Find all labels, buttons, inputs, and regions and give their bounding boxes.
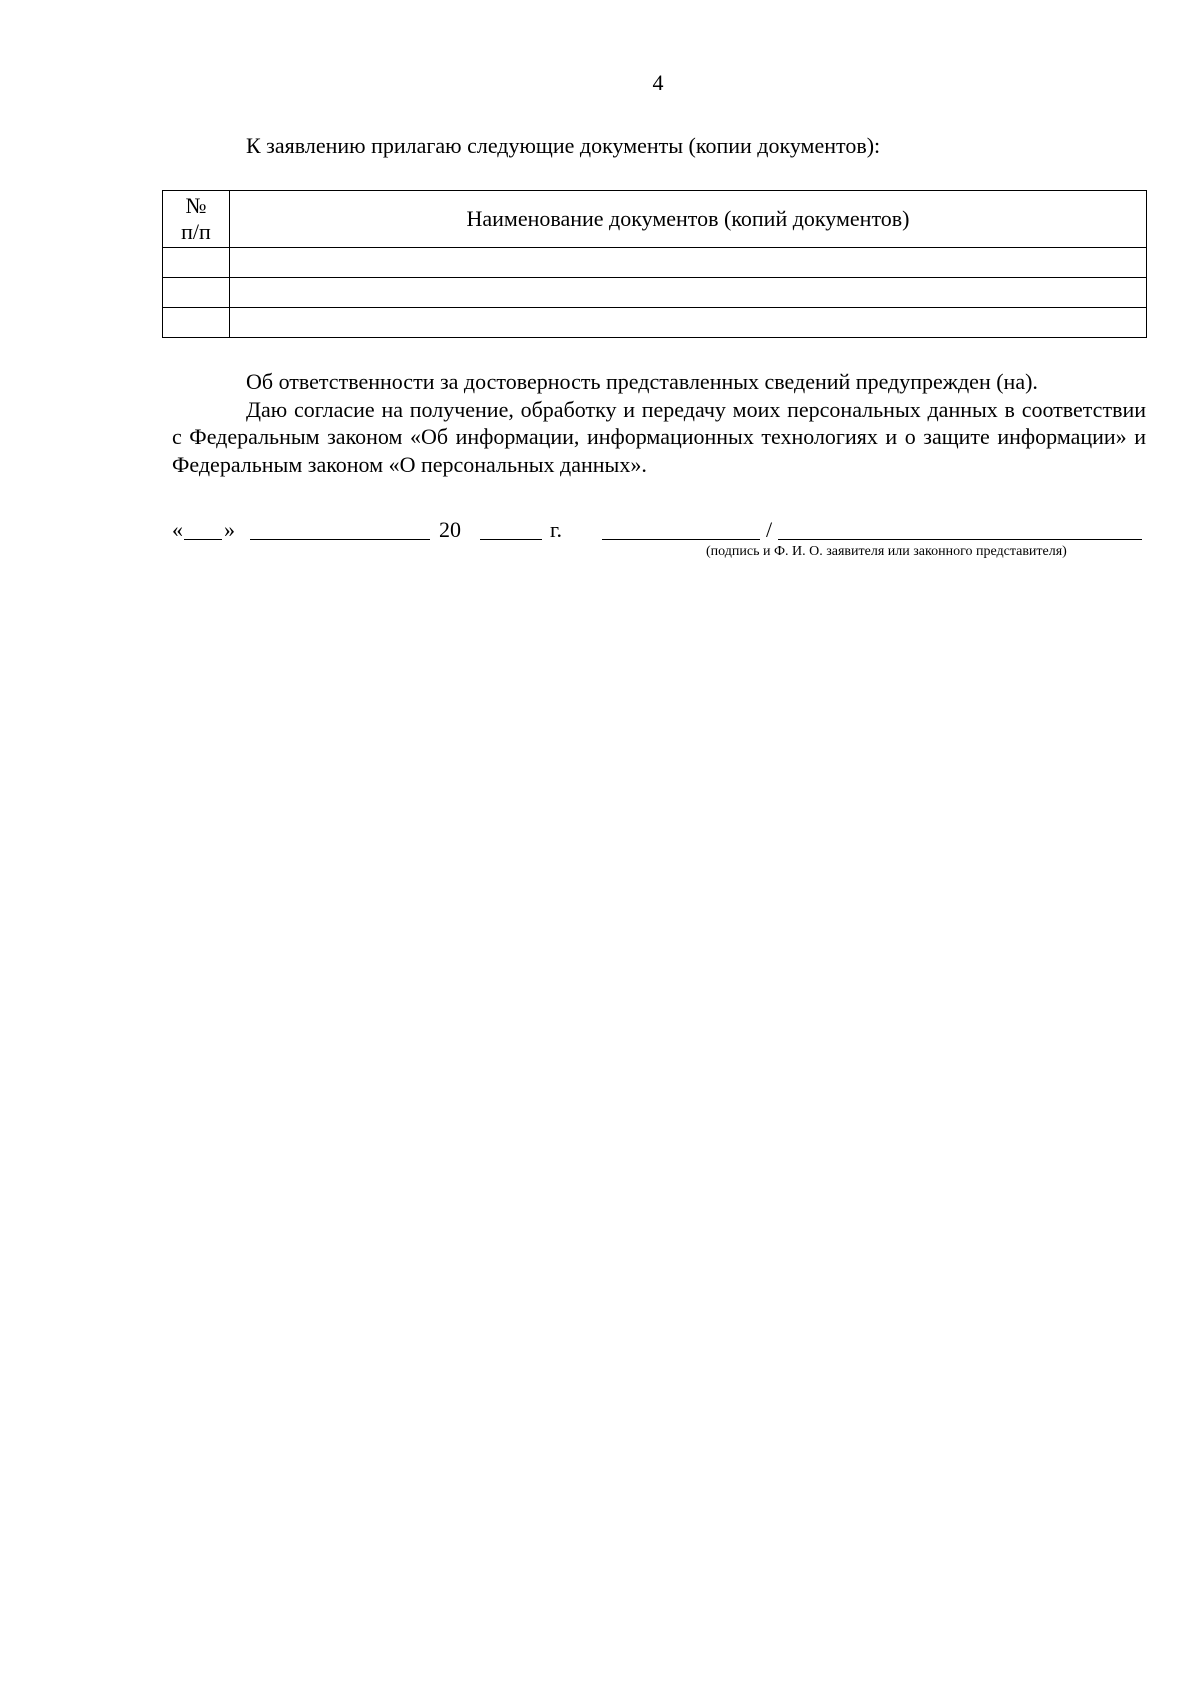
attachments-intro: К заявлению прилагаю следующие документы (копии документов): [246, 133, 881, 158]
month-blank-field[interactable] [250, 517, 430, 540]
date-signature-line [172, 517, 1152, 547]
column-header-number-line1: № [185, 193, 207, 218]
row-number-cell[interactable] [163, 248, 230, 278]
column-header-document-name: Наименование документов (копий документов) [230, 191, 1147, 248]
column-header-number-line2: п/п [181, 219, 211, 244]
row-name-cell[interactable] [230, 248, 1147, 278]
row-number-cell[interactable] [163, 278, 230, 308]
table-header-row [163, 191, 1147, 248]
consent-statement: Даю согласие на получение, обработку и передачу моих персональных данных в соответствии с Федеральным законом «Об информации, информационных технологиях и о защите информации» и Федеральным законом «О персональных данных». [172, 396, 1146, 477]
documents-table [162, 190, 1147, 338]
signature-separator: / [766, 517, 773, 542]
statements-block [172, 368, 1146, 478]
column-header-number [163, 191, 230, 248]
row-number-cell[interactable] [163, 308, 230, 338]
table-row [163, 278, 1147, 308]
full-name-blank-field[interactable] [778, 517, 1142, 540]
year-prefix: 20 [439, 517, 461, 542]
day-blank-field[interactable] [184, 517, 222, 540]
row-name-cell[interactable] [230, 278, 1147, 308]
page-number: 4 [652, 70, 664, 95]
date-close-quote: » [224, 517, 235, 542]
row-name-cell[interactable] [230, 308, 1147, 338]
year-blank-field[interactable] [480, 517, 542, 540]
responsibility-statement: Об ответственности за достоверность представленных сведений предупрежден (на). [246, 369, 1038, 394]
date-open-quote: « [172, 517, 183, 542]
year-suffix: г. [550, 517, 563, 542]
table-row [163, 248, 1147, 278]
signature-caption: (подпись и Ф. И. О. заявителя или законного представителя) [706, 544, 1067, 559]
table-row [163, 308, 1147, 338]
signature-blank-field[interactable] [602, 517, 760, 540]
